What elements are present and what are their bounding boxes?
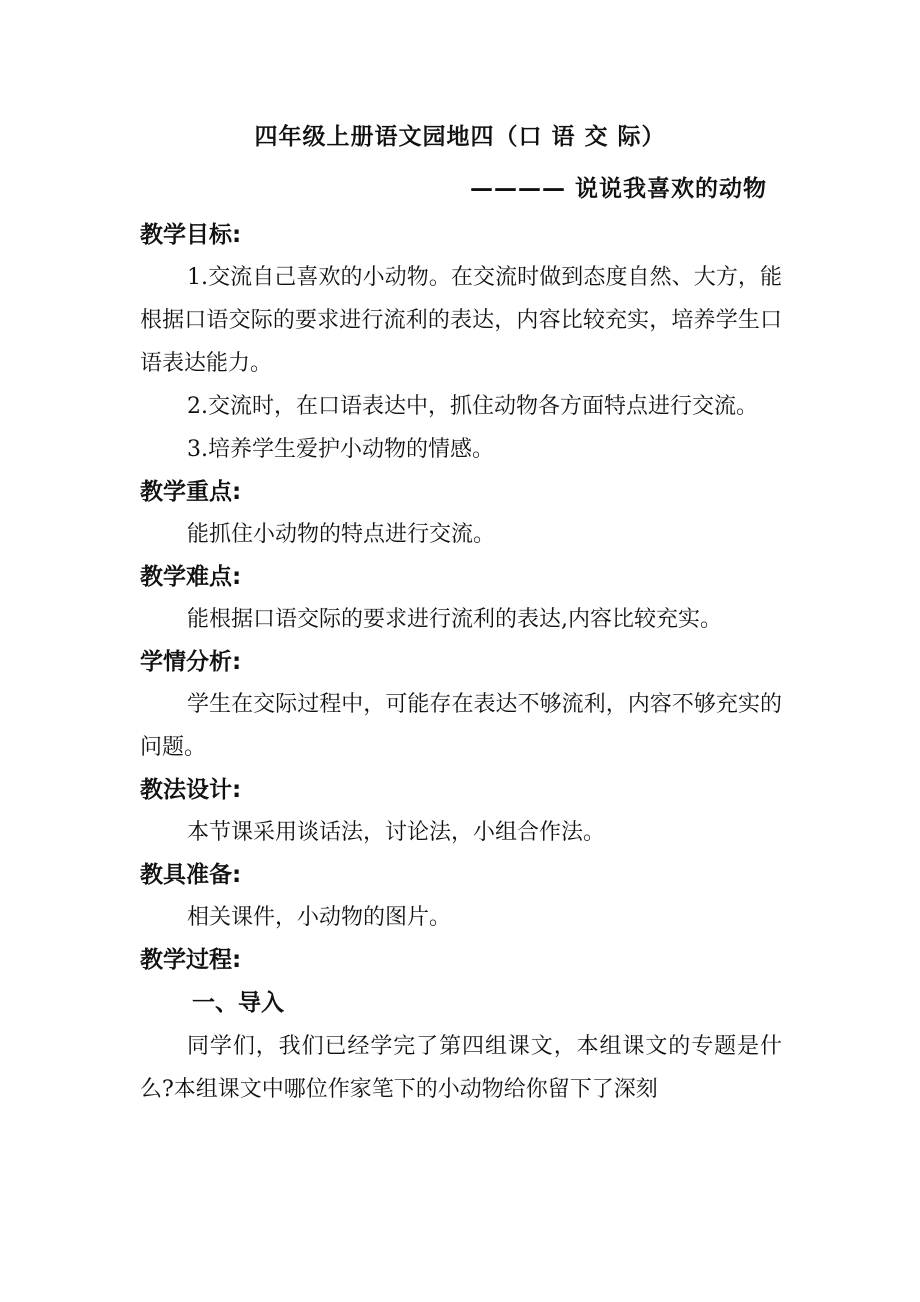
process-step1-text: 同学们，我们已经学完了第四组课文，本组课文的专题是什么?本组课文中哪位作家笔下的小动物给你留下了深刻 [140, 1034, 782, 1102]
document-body [140, 214, 782, 1111]
difficulty-heading: 教学难点: [140, 564, 242, 590]
materials-heading: 教具准备: [140, 862, 242, 888]
objective-item-1: 1.交流自己喜欢的小动物。在交流时做到态度自然、大方，能根据口语交际的要求进行流利的表达，内容比较充实，培养学生口语表达能力。 [140, 265, 782, 376]
key-point-heading: 教学重点: [140, 479, 242, 505]
key-point-text: 能抓住小动物的特点进行交流。 [187, 522, 496, 547]
difficulty-text: 能根据口语交际的要求进行流利的表达,内容比较充实。 [187, 607, 722, 632]
materials-text: 相关课件，小动物的图片。 [187, 905, 452, 930]
analysis-heading: 学情分析: [140, 649, 242, 675]
document-subtitle: ———— 说说我喜欢的动物 [470, 176, 768, 202]
objectives-heading: 教学目标: [140, 222, 242, 248]
process-heading: 教学过程: [140, 947, 242, 973]
objective-item-3: 3.培养学生爱护小动物的情感。 [187, 437, 494, 462]
document-title: 四年级上册语文园地四（口 语 交 际） [254, 124, 666, 150]
method-heading: 教法设计: [140, 777, 242, 803]
method-text: 本节课采用谈话法，讨论法，小组合作法。 [187, 820, 606, 845]
process-step1-heading: 一、导入 [192, 990, 284, 1016]
objective-item-2: 2.交流时，在口语表达中，抓住动物各方面特点进行交流。 [187, 394, 758, 419]
analysis-text: 学生在交际过程中，可能存在表达不够流利，内容不够充实的问题。 [140, 692, 782, 760]
